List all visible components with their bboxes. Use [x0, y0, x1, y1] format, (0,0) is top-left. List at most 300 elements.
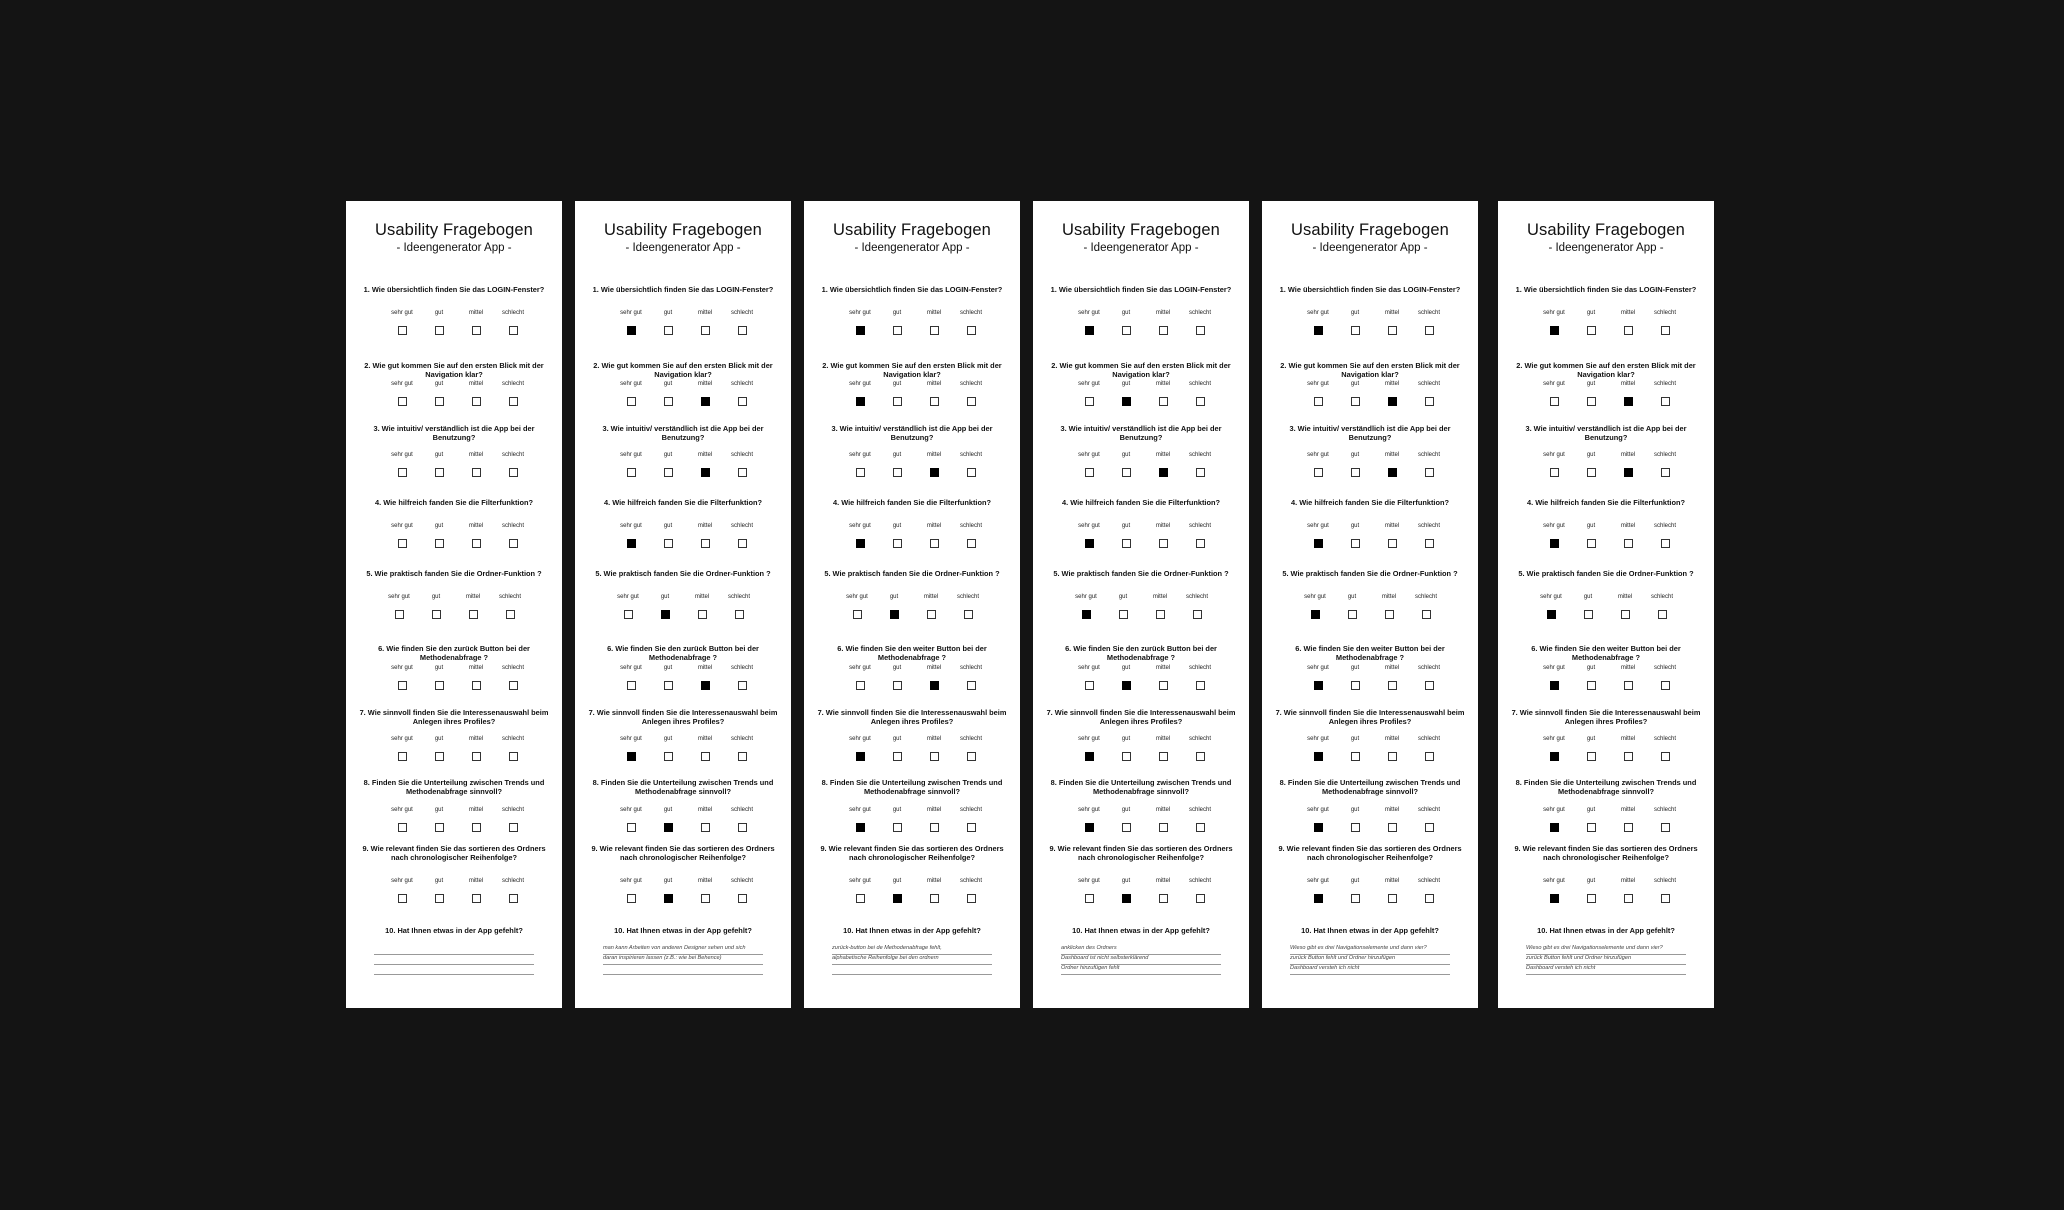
checkbox[interactable]	[1314, 468, 1323, 477]
checkbox[interactable]	[1587, 752, 1596, 761]
checkbox[interactable]	[701, 752, 710, 761]
answer-line[interactable]: zurück-button bei de Methodenabfrage fehlt,	[832, 944, 992, 955]
rating-option	[1332, 594, 1372, 619]
checkbox[interactable]	[398, 468, 407, 477]
answer-line[interactable]: Dashboard versteh ich nicht	[1290, 964, 1450, 975]
checkbox[interactable]	[435, 752, 444, 761]
checkbox[interactable]	[435, 823, 444, 832]
checkbox[interactable]	[1159, 823, 1168, 832]
checkbox[interactable]	[472, 823, 481, 832]
checkbox[interactable]	[893, 397, 902, 406]
answer-line[interactable]: man kann Arbeiten von anderen Designer sehen und sich	[603, 944, 763, 955]
checkbox[interactable]	[738, 752, 747, 761]
checkbox[interactable]	[472, 894, 481, 903]
checkbox[interactable]	[1122, 823, 1131, 832]
checked-checkbox[interactable]	[893, 894, 902, 903]
checkbox[interactable]	[1122, 326, 1131, 335]
checkbox[interactable]	[1159, 397, 1168, 406]
checkbox[interactable]	[1425, 681, 1434, 690]
rating-option-label: gut	[1121, 310, 1131, 316]
rating-option-label: mittel	[1384, 381, 1400, 387]
checkbox[interactable]	[1156, 610, 1165, 619]
checked-checkbox[interactable]	[1314, 681, 1323, 690]
checkbox[interactable]	[398, 894, 407, 903]
answer-line[interactable]: Dashboard ist nicht selbsterklärend	[1061, 954, 1221, 965]
rating-option	[648, 878, 688, 903]
checked-checkbox[interactable]	[930, 681, 939, 690]
checkbox[interactable]	[964, 610, 973, 619]
checkbox[interactable]	[930, 894, 939, 903]
checkbox[interactable]	[1196, 681, 1205, 690]
checkbox[interactable]	[509, 752, 518, 761]
checkbox[interactable]	[509, 681, 518, 690]
checkbox[interactable]	[627, 468, 636, 477]
checked-checkbox[interactable]	[1085, 823, 1094, 832]
checkbox[interactable]	[1351, 681, 1360, 690]
checked-checkbox[interactable]	[1624, 397, 1633, 406]
checkbox[interactable]	[1550, 397, 1559, 406]
rating-option-label: sehr gut	[617, 594, 639, 600]
checked-checkbox[interactable]	[930, 468, 939, 477]
checked-checkbox[interactable]	[1314, 752, 1323, 761]
rating-option-label: mittel	[468, 807, 484, 813]
rating-options	[804, 452, 1020, 482]
checkbox[interactable]	[1587, 681, 1596, 690]
checkbox[interactable]	[1196, 397, 1205, 406]
checked-checkbox[interactable]	[1311, 610, 1320, 619]
sheet-title: Usability Fragebogen	[1291, 221, 1449, 239]
checkbox[interactable]	[472, 397, 481, 406]
checkbox[interactable]	[930, 326, 939, 335]
checked-checkbox[interactable]	[1550, 823, 1559, 832]
checkbox[interactable]	[1584, 610, 1593, 619]
rating-option	[419, 807, 459, 832]
rating-option-label: mittel	[1381, 594, 1397, 600]
checked-checkbox[interactable]	[1314, 326, 1323, 335]
checkbox[interactable]	[509, 539, 518, 548]
rating-option	[419, 523, 459, 548]
rating-option-label: gut	[1586, 878, 1596, 884]
checkbox[interactable]	[435, 894, 444, 903]
checked-checkbox[interactable]	[856, 397, 865, 406]
checkbox[interactable]	[509, 823, 518, 832]
checked-checkbox[interactable]	[1550, 539, 1559, 548]
rating-option	[1608, 807, 1648, 832]
rating-option	[1335, 665, 1375, 690]
checkbox[interactable]	[1388, 752, 1397, 761]
rating-option-label: sehr gut	[1543, 665, 1565, 671]
answer-line[interactable]: zurück Button fehlt und Ordner hinzufügen	[1290, 954, 1450, 965]
checked-checkbox[interactable]	[1159, 468, 1168, 477]
checkbox[interactable]	[1351, 397, 1360, 406]
checked-checkbox[interactable]	[1388, 468, 1397, 477]
checkbox[interactable]	[1348, 610, 1357, 619]
checked-checkbox[interactable]	[890, 610, 899, 619]
checked-checkbox[interactable]	[701, 397, 710, 406]
answer-line[interactable]: alphabetische Reihenfolge bei den ordnern	[832, 954, 992, 965]
checkbox[interactable]	[1661, 681, 1670, 690]
rating-options	[346, 452, 562, 482]
checkbox[interactable]	[1661, 752, 1670, 761]
checked-checkbox[interactable]	[1550, 894, 1559, 903]
checkbox[interactable]	[1587, 468, 1596, 477]
checkbox[interactable]	[1624, 752, 1633, 761]
checkbox[interactable]	[435, 397, 444, 406]
open-question-text: 10. Hat Ihnen etwas in der App gefehlt?	[1301, 926, 1439, 935]
question-text: 2. Wie gut kommen Sie auf den ersten Blick mit der Navigation klar?	[1051, 361, 1231, 379]
answer-line[interactable]	[832, 964, 992, 975]
question-text: 4. Wie hilfreich fanden Sie die Filterfunktion?	[1526, 498, 1686, 507]
checkbox[interactable]	[930, 823, 939, 832]
checkbox[interactable]	[738, 539, 747, 548]
question-text: 6. Wie finden Sie den zurück Button bei der Methodenabfrage ?	[1065, 644, 1217, 662]
checkbox[interactable]	[398, 539, 407, 548]
checkbox[interactable]	[1624, 326, 1633, 335]
checkbox[interactable]	[1159, 681, 1168, 690]
checkbox[interactable]	[1661, 894, 1670, 903]
rating-option	[914, 381, 954, 406]
rating-option-label: sehr gut	[388, 594, 410, 600]
rating-option-label: gut	[1586, 310, 1596, 316]
checkbox[interactable]	[1351, 468, 1360, 477]
checkbox[interactable]	[967, 752, 976, 761]
checkbox[interactable]	[1388, 823, 1397, 832]
checked-checkbox[interactable]	[1550, 326, 1559, 335]
rating-option	[1645, 452, 1685, 477]
checkbox[interactable]	[627, 681, 636, 690]
answer-line[interactable]: Wieso gibt es drei Navigationselemente und dann vier?	[1526, 944, 1686, 955]
rating-option-label: schlecht	[1653, 381, 1676, 387]
checked-checkbox[interactable]	[1122, 894, 1131, 903]
checked-checkbox[interactable]	[856, 326, 865, 335]
checked-checkbox[interactable]	[856, 752, 865, 761]
checkbox[interactable]	[1425, 752, 1434, 761]
checkbox[interactable]	[664, 468, 673, 477]
rating-option	[877, 665, 917, 690]
checkbox[interactable]	[853, 610, 862, 619]
checkbox[interactable]	[967, 326, 976, 335]
checkbox[interactable]	[967, 894, 976, 903]
checkbox[interactable]	[1587, 539, 1596, 548]
checkbox[interactable]	[1351, 326, 1360, 335]
checked-checkbox[interactable]	[1085, 539, 1094, 548]
checkbox[interactable]	[398, 681, 407, 690]
checkbox[interactable]	[1425, 397, 1434, 406]
rating-options	[1498, 807, 1714, 837]
checked-checkbox[interactable]	[627, 326, 636, 335]
checkbox[interactable]	[472, 752, 481, 761]
checkbox[interactable]	[1196, 326, 1205, 335]
question-text: 8. Finden Sie die Unterteilung zwischen Trends und Methodenabfrage sinnvoll?	[592, 778, 774, 796]
rating-option	[914, 310, 954, 335]
checkbox[interactable]	[435, 468, 444, 477]
checkbox[interactable]	[1196, 752, 1205, 761]
checkbox[interactable]	[701, 894, 710, 903]
rating-option	[493, 736, 533, 761]
checkbox[interactable]	[738, 681, 747, 690]
checkbox[interactable]	[472, 326, 481, 335]
rating-option	[1069, 807, 1109, 832]
checkbox[interactable]	[1425, 326, 1434, 335]
checked-checkbox[interactable]	[1082, 610, 1091, 619]
checkbox[interactable]	[627, 894, 636, 903]
checked-checkbox[interactable]	[1122, 397, 1131, 406]
checkbox[interactable]	[1159, 894, 1168, 903]
rating-option-label: sehr gut	[849, 807, 871, 813]
rating-option	[840, 381, 880, 406]
sheet-title: Usability Fragebogen	[1527, 221, 1685, 239]
checkbox[interactable]	[701, 539, 710, 548]
checked-checkbox[interactable]	[664, 894, 673, 903]
checkbox[interactable]	[738, 397, 747, 406]
checkbox[interactable]	[930, 752, 939, 761]
checkbox[interactable]	[1314, 397, 1323, 406]
checkbox[interactable]	[509, 326, 518, 335]
checked-checkbox[interactable]	[856, 539, 865, 548]
rating-option	[419, 310, 459, 335]
answer-line[interactable]: anklicken des Ordners	[1061, 944, 1221, 955]
checkbox[interactable]	[1196, 823, 1205, 832]
rating-option-label: schlecht	[1417, 523, 1440, 529]
checkbox[interactable]	[1159, 752, 1168, 761]
checked-checkbox[interactable]	[661, 610, 670, 619]
checkbox[interactable]	[893, 681, 902, 690]
checked-checkbox[interactable]	[1085, 752, 1094, 761]
checked-checkbox[interactable]	[1122, 681, 1131, 690]
checkbox[interactable]	[1351, 539, 1360, 548]
checked-checkbox[interactable]	[664, 823, 673, 832]
questionnaire-sheet	[1033, 201, 1249, 1008]
checked-checkbox[interactable]	[1314, 539, 1323, 548]
checkbox[interactable]	[1425, 823, 1434, 832]
checkbox[interactable]	[509, 894, 518, 903]
checkbox[interactable]	[930, 539, 939, 548]
checkbox[interactable]	[1122, 752, 1131, 761]
questionnaire-sheet	[346, 201, 562, 1008]
checked-checkbox[interactable]	[1624, 468, 1633, 477]
checkbox[interactable]	[432, 610, 441, 619]
checkbox[interactable]	[395, 610, 404, 619]
checkbox[interactable]	[627, 397, 636, 406]
checkbox[interactable]	[1351, 894, 1360, 903]
checkbox[interactable]	[398, 326, 407, 335]
checkbox[interactable]	[469, 610, 478, 619]
checkbox[interactable]	[398, 752, 407, 761]
checkbox[interactable]	[506, 610, 515, 619]
checkbox[interactable]	[1661, 468, 1670, 477]
checkbox[interactable]	[930, 397, 939, 406]
checkbox[interactable]	[1661, 823, 1670, 832]
checkbox[interactable]	[1661, 397, 1670, 406]
checkbox[interactable]	[1624, 539, 1633, 548]
checkbox[interactable]	[1085, 894, 1094, 903]
rating-option	[840, 523, 880, 548]
checkbox[interactable]	[1425, 539, 1434, 548]
rating-option-label: mittel	[468, 310, 484, 316]
checkbox[interactable]	[893, 752, 902, 761]
rating-option	[1180, 523, 1220, 548]
rating-option-label: sehr gut	[1307, 736, 1329, 742]
checkbox[interactable]	[738, 823, 747, 832]
checkbox[interactable]	[1388, 326, 1397, 335]
checkbox[interactable]	[1159, 326, 1168, 335]
checkbox[interactable]	[1351, 752, 1360, 761]
checkbox[interactable]	[893, 468, 902, 477]
rating-option	[685, 878, 725, 903]
rating-option-label: sehr gut	[391, 381, 413, 387]
checkbox[interactable]	[856, 468, 865, 477]
checkbox[interactable]	[398, 397, 407, 406]
rating-option-label: gut	[1347, 594, 1357, 600]
checkbox[interactable]	[435, 326, 444, 335]
checkbox[interactable]	[967, 681, 976, 690]
answer-line[interactable]: Wieso gibt es drei Navigationselemente und dann vier?	[1290, 944, 1450, 955]
checkbox[interactable]	[1122, 468, 1131, 477]
checkbox[interactable]	[1388, 894, 1397, 903]
answer-line[interactable]: zurück Button fehlt und Ordner hinzufügen	[1526, 954, 1686, 965]
checkbox[interactable]	[1119, 610, 1128, 619]
checkbox[interactable]	[1085, 681, 1094, 690]
rating-option	[1645, 665, 1685, 690]
checked-checkbox[interactable]	[627, 539, 636, 548]
checkbox[interactable]	[927, 610, 936, 619]
checkbox[interactable]	[509, 468, 518, 477]
checked-checkbox[interactable]	[1550, 752, 1559, 761]
checkbox[interactable]	[472, 681, 481, 690]
checkbox[interactable]	[627, 823, 636, 832]
checkbox[interactable]	[967, 823, 976, 832]
rating-option	[493, 523, 533, 548]
rating-option	[1406, 594, 1446, 619]
answer-line[interactable]: Dashboard versteh ich nicht	[1526, 964, 1686, 975]
checkbox[interactable]	[664, 539, 673, 548]
checked-checkbox[interactable]	[1314, 823, 1323, 832]
checkbox[interactable]	[664, 681, 673, 690]
rating-option-label: sehr gut	[1307, 310, 1329, 316]
checkbox[interactable]	[1385, 610, 1394, 619]
checkbox[interactable]	[398, 823, 407, 832]
checkbox[interactable]	[701, 823, 710, 832]
checkbox[interactable]	[738, 326, 747, 335]
checkbox[interactable]	[1587, 326, 1596, 335]
checkbox[interactable]	[1587, 823, 1596, 832]
answer-line[interactable]: daran inspirieren lassen (z.B.: wie bei Behence)	[603, 954, 763, 965]
checkbox[interactable]	[1550, 468, 1559, 477]
checkbox[interactable]	[664, 326, 673, 335]
rating-option-label: schlecht	[730, 665, 753, 671]
checked-checkbox[interactable]	[1547, 610, 1556, 619]
answer-line[interactable]: Ordner hinzufügen fehlt	[1061, 964, 1221, 975]
rating-option	[951, 310, 991, 335]
rating-option	[493, 807, 533, 832]
rating-option	[416, 594, 456, 619]
rating-option-label: schlecht	[1188, 381, 1211, 387]
checkbox[interactable]	[893, 823, 902, 832]
checkbox[interactable]	[967, 397, 976, 406]
checkbox[interactable]	[1196, 468, 1205, 477]
checked-checkbox[interactable]	[1314, 894, 1323, 903]
checkbox[interactable]	[1159, 539, 1168, 548]
checkbox[interactable]	[1624, 681, 1633, 690]
checkbox[interactable]	[1624, 894, 1633, 903]
checkbox[interactable]	[698, 610, 707, 619]
checkbox[interactable]	[1388, 539, 1397, 548]
rating-option-label: gut	[434, 665, 444, 671]
checkbox[interactable]	[701, 326, 710, 335]
checked-checkbox[interactable]	[701, 468, 710, 477]
checkbox[interactable]	[1425, 468, 1434, 477]
checkbox[interactable]	[856, 681, 865, 690]
checkbox[interactable]	[1085, 397, 1094, 406]
checkbox[interactable]	[435, 539, 444, 548]
checkbox[interactable]	[1621, 610, 1630, 619]
checkbox[interactable]	[1122, 539, 1131, 548]
rating-option	[722, 736, 762, 761]
rating-option	[1571, 452, 1611, 477]
rating-option-label: sehr gut	[1543, 807, 1565, 813]
checkbox[interactable]	[1351, 823, 1360, 832]
answer-line[interactable]	[603, 964, 763, 975]
checkbox[interactable]	[1425, 894, 1434, 903]
rating-option	[1298, 665, 1338, 690]
checkbox[interactable]	[1085, 468, 1094, 477]
rating-options	[804, 665, 1020, 695]
checked-checkbox[interactable]	[627, 752, 636, 761]
rating-option	[493, 310, 533, 335]
checkbox[interactable]	[738, 894, 747, 903]
checkbox[interactable]	[472, 539, 481, 548]
checkbox[interactable]	[472, 468, 481, 477]
checkbox[interactable]	[856, 894, 865, 903]
answer-line[interactable]	[374, 964, 534, 975]
checked-checkbox[interactable]	[856, 823, 865, 832]
checkbox[interactable]	[509, 397, 518, 406]
checkbox[interactable]	[1658, 610, 1667, 619]
question-text: 9. Wie relevant finden Sie das sortieren des Ordners nach chronologischer Reihenfolge?	[1049, 844, 1233, 862]
checkbox[interactable]	[735, 610, 744, 619]
checkbox[interactable]	[1193, 610, 1202, 619]
checked-checkbox[interactable]	[1550, 681, 1559, 690]
checkbox[interactable]	[435, 681, 444, 690]
checkbox[interactable]	[1661, 326, 1670, 335]
question-text: 5. Wie praktisch fanden Sie die Ordner-Funktion ?	[595, 569, 771, 578]
checked-checkbox[interactable]	[701, 681, 710, 690]
sheet-title: Usability Fragebogen	[833, 221, 991, 239]
checkbox[interactable]	[664, 397, 673, 406]
checkbox[interactable]	[893, 326, 902, 335]
checked-checkbox[interactable]	[1388, 397, 1397, 406]
checkbox[interactable]	[1388, 681, 1397, 690]
rating-option	[456, 452, 496, 477]
rating-options	[804, 523, 1020, 553]
checkbox[interactable]	[1624, 823, 1633, 832]
checkbox[interactable]	[893, 539, 902, 548]
checkbox[interactable]	[1422, 610, 1431, 619]
checkbox[interactable]	[1587, 894, 1596, 903]
checkbox[interactable]	[1196, 539, 1205, 548]
checkbox[interactable]	[738, 468, 747, 477]
sheet-subtitle: - Ideengenerator App -	[625, 242, 741, 254]
checkbox[interactable]	[967, 539, 976, 548]
checkbox[interactable]	[664, 752, 673, 761]
checkbox[interactable]	[624, 610, 633, 619]
checked-checkbox[interactable]	[1085, 326, 1094, 335]
rating-option-label: mittel	[926, 736, 942, 742]
checkbox[interactable]	[967, 468, 976, 477]
checkbox[interactable]	[1661, 539, 1670, 548]
checkbox[interactable]	[1196, 894, 1205, 903]
checkbox[interactable]	[1587, 397, 1596, 406]
